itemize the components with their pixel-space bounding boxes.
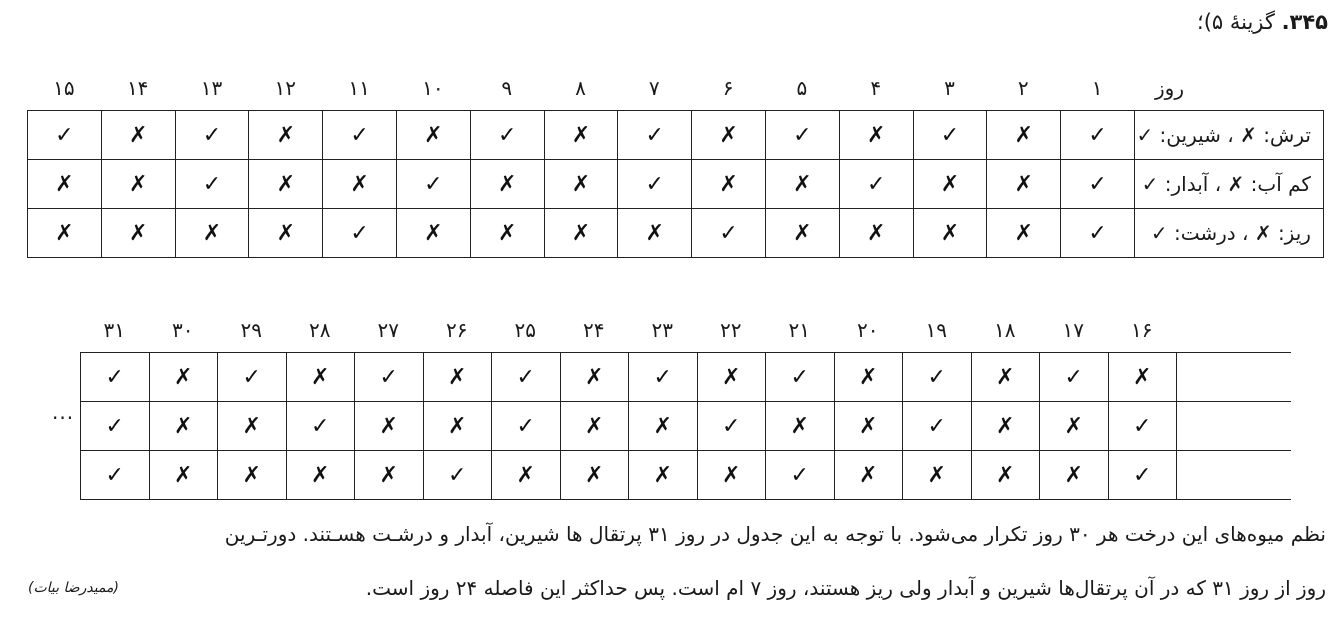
day-number: ۲۱ (788, 318, 810, 342)
table2-cell: ✓ (81, 353, 150, 402)
table2-cell: ✓ (492, 402, 561, 451)
table2-cell: ✗ (560, 451, 629, 500)
table2-cell: ✓ (766, 451, 835, 500)
table1-cell: ✗ (692, 111, 766, 160)
table1-cell: ✗ (913, 160, 987, 209)
day-number: ۱۹ (925, 318, 947, 342)
table1-cell: ✗ (692, 160, 766, 209)
table2-cell: ✓ (766, 353, 835, 402)
table2 (80, 352, 1291, 500)
table1-cell: ✓ (1061, 209, 1135, 258)
day-number: ۳ (944, 76, 955, 100)
table2-cell: ✗ (218, 451, 287, 500)
table2-cell: ✗ (697, 353, 766, 402)
table2-cell: ✗ (286, 451, 355, 500)
table2-cell: ✓ (903, 402, 972, 451)
day-number: ۴ (870, 76, 882, 100)
table1-row-label: ریز: ✗ ، درشت: ✓ (1134, 209, 1323, 258)
day-number: ۲۷ (377, 318, 399, 342)
table2-cell: ✗ (629, 402, 698, 451)
table2-cell: ✗ (149, 402, 218, 451)
day-number: ۱۴ (126, 76, 149, 100)
table1-cell: ✗ (544, 160, 618, 209)
table1-cell: ✗ (396, 111, 470, 160)
table1-cell: ✗ (987, 111, 1061, 160)
table1-cell: ✓ (765, 111, 839, 160)
answer-label: گزینهٔ ۵)؛ (1197, 10, 1275, 34)
table2-cell: ✗ (149, 451, 218, 500)
day-number: ۱۳ (200, 76, 223, 100)
table2-cell: ✗ (355, 402, 424, 451)
table1-cell: ✓ (839, 160, 913, 209)
table1-cell: ✗ (987, 160, 1061, 209)
table1-cell: ✗ (839, 209, 913, 258)
paragraph-line-2: روز از روز ۳۱ که در آن پرتقال‌ها شیرین و آبدار ولی ریز هستند، روز ۷ ام است. پس حداکثر این فاصله ۲۴ روز است. (365, 576, 1326, 600)
table1-cell: ✗ (544, 111, 618, 160)
day-number: ۵ (796, 76, 808, 100)
paragraph-line-1: نظم میوه‌های این درخت هر ۳۰ روز تکرار می‌شود. با توجه به این جدول در روز ۳۱ پرتقال ها شیرین، آبدار و درشـت هسـتند. دورتـرین (224, 522, 1326, 546)
table1-row-label: ترش: ✗ ، شیرین: ✓ (1134, 111, 1323, 160)
day-number: ۲۵ (514, 318, 536, 342)
table1-cell: ✗ (101, 209, 175, 258)
table1-cell: ✗ (249, 209, 323, 258)
table2-row (81, 353, 1291, 402)
table2-cell: ✗ (834, 451, 903, 500)
table1-cell: ✗ (839, 111, 913, 160)
table1-row (28, 160, 1324, 209)
table1-cell: ✗ (765, 209, 839, 258)
table1-row-label: کم آب: ✗ ، آبدار: ✓ (1134, 160, 1323, 209)
day-number: ۲۹ (240, 318, 262, 342)
table2-row (81, 451, 1291, 500)
table1-cell: ✓ (913, 111, 987, 160)
table2-cell: ✗ (629, 451, 698, 500)
table1-cell: ✓ (396, 160, 470, 209)
table2-cell: ✗ (971, 402, 1040, 451)
table1-day-header: روز (1155, 76, 1184, 100)
table1-cell: ✗ (618, 209, 692, 258)
day-number: ۱۱ (348, 76, 370, 100)
table2-cell: ✓ (697, 402, 766, 451)
table1-cell: ✗ (249, 160, 323, 209)
table2-cell: ✓ (355, 353, 424, 402)
table2-cell: ✗ (423, 353, 492, 402)
table2-empty-cell (1177, 353, 1291, 402)
table2-cell: ✗ (355, 451, 424, 500)
day-number: ۲۲ (720, 318, 742, 342)
table2-cell: ✗ (560, 402, 629, 451)
day-number: ۲۰ (857, 318, 879, 342)
day-number: ۳۱ (103, 318, 125, 342)
day-number: ۱۶ (1131, 318, 1153, 342)
table1-cell: ✓ (175, 160, 249, 209)
table2-day-numbers (0, 318, 1344, 348)
day-number: ۹ (501, 76, 513, 100)
table2-cell: ✓ (629, 353, 698, 402)
table1-day-numbers (0, 76, 1344, 106)
table2-cell: ✗ (834, 402, 903, 451)
table1-cell: ✗ (544, 209, 618, 258)
table1 (27, 110, 1324, 258)
table2-empty-cell (1177, 451, 1291, 500)
table2-cell: ✗ (286, 353, 355, 402)
table1-row (28, 209, 1324, 258)
day-number: ۲ (1017, 76, 1029, 100)
table2-empty-cell (1177, 402, 1291, 451)
table1-cell: ✗ (175, 209, 249, 258)
table2-cell: ✗ (1040, 402, 1109, 451)
table1-cell: ✓ (692, 209, 766, 258)
table2-cell: ✗ (766, 402, 835, 451)
table2-cell: ✓ (286, 402, 355, 451)
day-number: ۱۵ (53, 76, 75, 100)
table1-cell: ✓ (470, 111, 544, 160)
question-number: ۳۴۵. (1281, 10, 1328, 34)
table1-cell: ✓ (28, 111, 102, 160)
table2-cell: ✗ (423, 402, 492, 451)
table2-cell: ✗ (149, 353, 218, 402)
day-number: ۲۳ (651, 318, 673, 342)
table1-cell: ✗ (470, 209, 544, 258)
table1-row (28, 111, 1324, 160)
day-number: ۸ (575, 76, 586, 100)
table2-cell: ✓ (492, 353, 561, 402)
day-number: ۱۷ (1062, 318, 1084, 342)
table2-cell: ✓ (218, 353, 287, 402)
table2-cell: ✗ (697, 451, 766, 500)
author-credit: (ممیدرضا بیات) (28, 580, 120, 596)
day-number: ۲۸ (309, 318, 331, 342)
day-number: ۷ (648, 76, 660, 100)
table1-cell: ✗ (101, 160, 175, 209)
table1-cell: ✗ (396, 209, 470, 258)
day-number: ۱۲ (274, 76, 297, 100)
table2-cell: ✗ (492, 451, 561, 500)
table2-cell: ✗ (1108, 353, 1177, 402)
table2-cell: ✗ (218, 402, 287, 451)
table1-cell: ✗ (101, 111, 175, 160)
table2-row (81, 402, 1291, 451)
table1-cell: ✗ (28, 209, 102, 258)
table2-cell: ✓ (423, 451, 492, 500)
table1-cell: ✗ (323, 160, 397, 209)
table1-cell: ✓ (1061, 160, 1135, 209)
day-number: ۱۸ (994, 318, 1016, 342)
table1-cell: ✓ (323, 209, 397, 258)
table2-cell: ✗ (903, 451, 972, 500)
table2-cell: ✗ (971, 353, 1040, 402)
table1-cell: ✗ (249, 111, 323, 160)
day-number: ۱ (1091, 76, 1103, 100)
day-number: ۱۰ (422, 76, 444, 100)
table1-cell: ✗ (987, 209, 1061, 258)
day-number: ۶ (722, 76, 734, 100)
table2-cell: ✓ (1108, 402, 1177, 451)
table1-cell: ✗ (913, 209, 987, 258)
table1-cell: ✓ (618, 111, 692, 160)
table2-cell: ✗ (971, 451, 1040, 500)
table2-cell: ✗ (834, 353, 903, 402)
table1-cell: ✗ (765, 160, 839, 209)
question-heading (1197, 10, 1328, 34)
table2-cell: ✓ (1040, 353, 1109, 402)
table1-cell: ✗ (28, 160, 102, 209)
table1-cell: ✓ (618, 160, 692, 209)
table2-cell: ✓ (81, 402, 150, 451)
table1-cell: ✗ (470, 160, 544, 209)
table2-cell: ✗ (560, 353, 629, 402)
table1-cell: ✓ (323, 111, 397, 160)
table2-cell: ✗ (1040, 451, 1109, 500)
table1-cell: ✓ (1061, 111, 1135, 160)
table2-cell: ✓ (1108, 451, 1177, 500)
table1-cell: ✓ (175, 111, 249, 160)
day-number: ۲۴ (583, 318, 605, 342)
table2-cell: ✓ (81, 451, 150, 500)
continuation-ellipsis: ... (52, 400, 75, 424)
day-number: ۳۰ (172, 318, 194, 342)
day-number: ۲۶ (446, 318, 468, 342)
table2-cell: ✓ (903, 353, 972, 402)
